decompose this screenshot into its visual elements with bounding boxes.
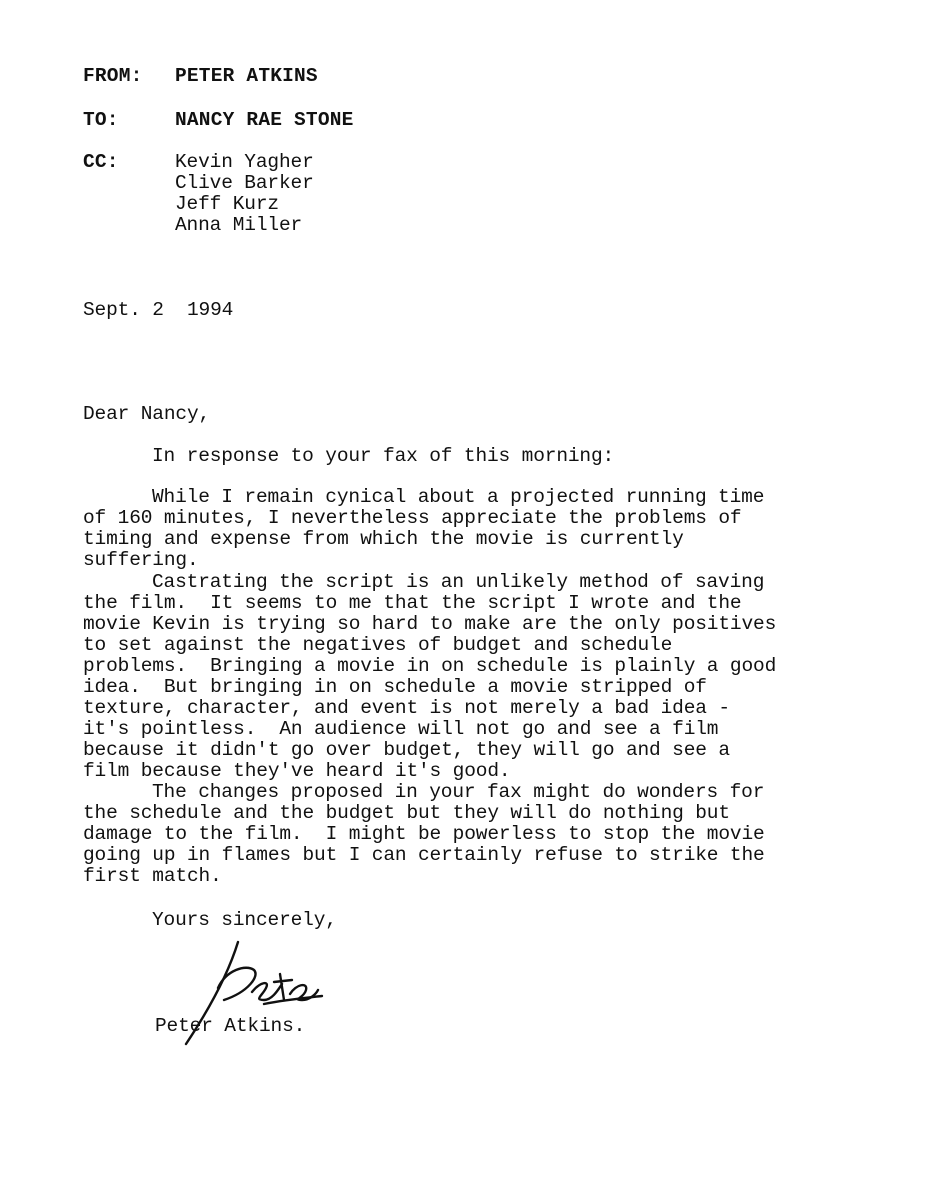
from-label: FROM:: [83, 65, 143, 87]
body-line: to set against the negatives of budget and schedule: [83, 634, 673, 656]
body-line: it's pointless. An audience will not go and see a film: [83, 718, 719, 740]
to-value: NANCY RAE STONE: [175, 109, 354, 131]
body-line: texture, character, and event is not merely a bad idea -: [83, 697, 730, 719]
body-line: because it didn't go over budget, they will go and see a: [83, 739, 730, 761]
body-line: the film. It seems to me that the script I wrote and the: [83, 592, 742, 614]
to-label: TO:: [83, 109, 119, 131]
intro-line: In response to your fax of this morning:: [152, 445, 615, 467]
body-line: movie Kevin is trying so hard to make are the only positives: [83, 613, 777, 635]
body-line: damage to the film. I might be powerless to stop the movie: [83, 823, 765, 845]
from-value: PETER ATKINS: [175, 65, 318, 87]
body-line: problems. Bringing a movie in on schedule is plainly a good: [83, 655, 777, 677]
body-line: the schedule and the budget but they will do nothing but: [83, 802, 730, 824]
cc-name: Jeff Kurz: [175, 193, 279, 215]
cc-label: CC:: [83, 151, 119, 173]
closing: Yours sincerely,: [152, 909, 337, 931]
body-line: The changes proposed in your fax might do wonders for: [152, 781, 765, 803]
memo-date: Sept. 2 1994: [83, 299, 234, 321]
body-line: Castrating the script is an unlikely method of saving: [152, 571, 765, 593]
body-line: film because they've heard it's good.: [83, 760, 511, 782]
body-line: first match.: [83, 865, 222, 887]
body-line: While I remain cynical about a projected running time: [152, 486, 765, 508]
body-line: of 160 minutes, I nevertheless appreciate the problems of: [83, 507, 742, 529]
salutation: Dear Nancy,: [83, 403, 211, 425]
body-line: going up in flames but I can certainly refuse to strike the: [83, 844, 765, 866]
signature-name: Peter Atkins.: [155, 1015, 306, 1037]
body-line: idea. But bringing in on schedule a movie stripped of: [83, 676, 707, 698]
cc-name: Kevin Yagher: [175, 151, 314, 173]
body-line: timing and expense from which the movie is currently: [83, 528, 684, 550]
cc-name: Clive Barker: [175, 172, 314, 194]
cc-name: Anna Miller: [175, 214, 303, 236]
body-line: suffering.: [83, 549, 199, 571]
